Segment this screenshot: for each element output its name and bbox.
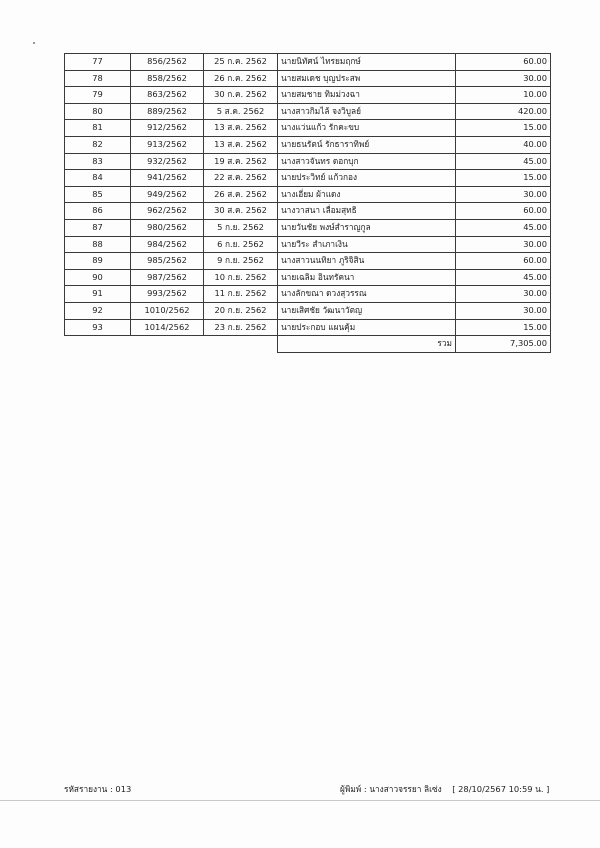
table-row (65, 70, 551, 87)
date-cell: 30 ส.ค. 2562 (204, 203, 278, 220)
row-number-cell: 81 (65, 120, 131, 137)
table-row (65, 103, 551, 120)
table-row (65, 120, 551, 137)
date-cell: 10 ก.ย. 2562 (204, 269, 278, 286)
document-number-cell: 858/2562 (131, 70, 204, 87)
amount-cell: 15.00 (456, 170, 551, 187)
table-row (65, 236, 551, 253)
amount-cell: 40.00 (456, 136, 551, 153)
table-row (65, 203, 551, 220)
row-number-cell: 83 (65, 153, 131, 170)
name-cell: นายสมชาย ทิมม่วงฉา (278, 87, 456, 104)
name-cell: นายสมเดช บุญประสพ (278, 70, 456, 87)
date-cell: 26 ก.ค. 2562 (204, 70, 278, 87)
document-number-cell: 1014/2562 (131, 319, 204, 336)
row-number-cell: 92 (65, 302, 131, 319)
table-row (65, 319, 551, 336)
table-row (65, 253, 551, 270)
name-cell: นางลักขณา ดวงสุวรรณ (278, 286, 456, 303)
document-number-cell: 913/2562 (131, 136, 204, 153)
document-number-cell: 889/2562 (131, 103, 204, 120)
table-row (65, 186, 551, 203)
date-cell: 20 ก.ย. 2562 (204, 302, 278, 319)
amount-cell: 30.00 (456, 70, 551, 87)
table-row (65, 170, 551, 187)
row-number-cell: 84 (65, 170, 131, 187)
payment-table-body (65, 54, 551, 353)
name-cell: นางเอี่ยม ผ้าแดง (278, 186, 456, 203)
name-cell: นายธนรัตน์ รักธาราทิพย์ (278, 136, 456, 153)
amount-cell: 60.00 (456, 253, 551, 270)
total-row (65, 336, 551, 353)
row-number-cell: 88 (65, 236, 131, 253)
amount-cell: 10.00 (456, 87, 551, 104)
name-cell: นายประกอบ แผนคุ้ม (278, 319, 456, 336)
table-row (65, 54, 551, 71)
name-cell: นายนิทัศน์ ไทรยมฤกษ์ (278, 54, 456, 71)
name-cell: นายวีระ สำเภาเงิน (278, 236, 456, 253)
document-number-cell: 856/2562 (131, 54, 204, 71)
date-cell: 26 ส.ค. 2562 (204, 186, 278, 203)
date-cell: 13 ส.ค. 2562 (204, 120, 278, 137)
footer-divider (0, 800, 600, 801)
printed-timestamp: [ 28/10/2567 10:59 น. ] (452, 784, 550, 794)
document-number-cell: 980/2562 (131, 219, 204, 236)
document-number-cell: 985/2562 (131, 253, 204, 270)
document-number-cell: 987/2562 (131, 269, 204, 286)
amount-cell: 30.00 (456, 302, 551, 319)
amount-cell: 45.00 (456, 219, 551, 236)
amount-cell: 60.00 (456, 203, 551, 220)
document-number-cell: 984/2562 (131, 236, 204, 253)
amount-cell: 420.00 (456, 103, 551, 120)
row-number-cell: 86 (65, 203, 131, 220)
total-amount: 7,305.00 (456, 336, 551, 353)
name-cell: นางสาวจันทร ดอกบุก (278, 153, 456, 170)
date-cell: 19 ส.ค. 2562 (204, 153, 278, 170)
name-cell: นางสาวกิมไล้ จงวิบูลย์ (278, 103, 456, 120)
date-cell: 11 ก.ย. 2562 (204, 286, 278, 303)
total-label: รวม (278, 336, 456, 353)
name-cell: นายเสิศชัย วัฒนาวัตญ (278, 302, 456, 319)
date-cell: 5 ส.ค. 2562 (204, 103, 278, 120)
table-row (65, 302, 551, 319)
row-number-cell: 85 (65, 186, 131, 203)
row-number-cell: 82 (65, 136, 131, 153)
date-cell: 13 ส.ค. 2562 (204, 136, 278, 153)
printed-by-name: ผู้พิมพ์ : นางสาวจรรยา ลิเซ่ง (340, 784, 442, 794)
name-cell: นางสาวนนทิยา ภูริจิสิน (278, 253, 456, 270)
row-number-cell: 77 (65, 54, 131, 71)
amount-cell: 30.00 (456, 186, 551, 203)
amount-cell: 30.00 (456, 236, 551, 253)
amount-cell: 30.00 (456, 286, 551, 303)
date-cell: 23 ก.ย. 2562 (204, 319, 278, 336)
row-number-cell: 90 (65, 269, 131, 286)
report-code: รหัสรายงาน : 013 (64, 784, 132, 794)
amount-cell: 45.00 (456, 153, 551, 170)
row-number-cell: 91 (65, 286, 131, 303)
table-row (65, 219, 551, 236)
amount-cell: 15.00 (456, 319, 551, 336)
document-number-cell: 863/2562 (131, 87, 204, 104)
date-cell: 6 ก.ย. 2562 (204, 236, 278, 253)
table-row (65, 269, 551, 286)
document-number-cell: 941/2562 (131, 170, 204, 187)
payment-table (64, 53, 551, 353)
name-cell: นายวันชัย พงษ์สำราญกูล (278, 219, 456, 236)
printed-by (340, 782, 549, 796)
empty-cell (65, 336, 131, 353)
amount-cell: 60.00 (456, 54, 551, 71)
row-number-cell: 78 (65, 70, 131, 87)
empty-cell (131, 336, 204, 353)
document-number-cell: 949/2562 (131, 186, 204, 203)
name-cell: นางวาสนา เลื่อมสุทธิ (278, 203, 456, 220)
date-cell: 30 ก.ค. 2562 (204, 87, 278, 104)
row-number-cell: 80 (65, 103, 131, 120)
date-cell: 5 ก.ย. 2562 (204, 219, 278, 236)
date-cell: 9 ก.ย. 2562 (204, 253, 278, 270)
row-number-cell: 87 (65, 219, 131, 236)
date-cell: 22 ส.ค. 2562 (204, 170, 278, 187)
document-number-cell: 912/2562 (131, 120, 204, 137)
empty-cell (204, 336, 278, 353)
amount-cell: 45.00 (456, 269, 551, 286)
table-row (65, 87, 551, 104)
document-number-cell: 962/2562 (131, 203, 204, 220)
document-number-cell: 932/2562 (131, 153, 204, 170)
row-number-cell: 89 (65, 253, 131, 270)
amount-cell: 15.00 (456, 120, 551, 137)
table-row (65, 136, 551, 153)
scan-speck (33, 42, 35, 44)
table-row (65, 153, 551, 170)
row-number-cell: 93 (65, 319, 131, 336)
name-cell: นายเฉลิม อินทรัคนา (278, 269, 456, 286)
table-row (65, 286, 551, 303)
row-number-cell: 79 (65, 87, 131, 104)
date-cell: 25 ก.ค. 2562 (204, 54, 278, 71)
document-number-cell: 1010/2562 (131, 302, 204, 319)
document-number-cell: 993/2562 (131, 286, 204, 303)
name-cell: นางแว่นแก้ว รักคะขบ (278, 120, 456, 137)
name-cell: นายประวิทย์ แก้วกอง (278, 170, 456, 187)
